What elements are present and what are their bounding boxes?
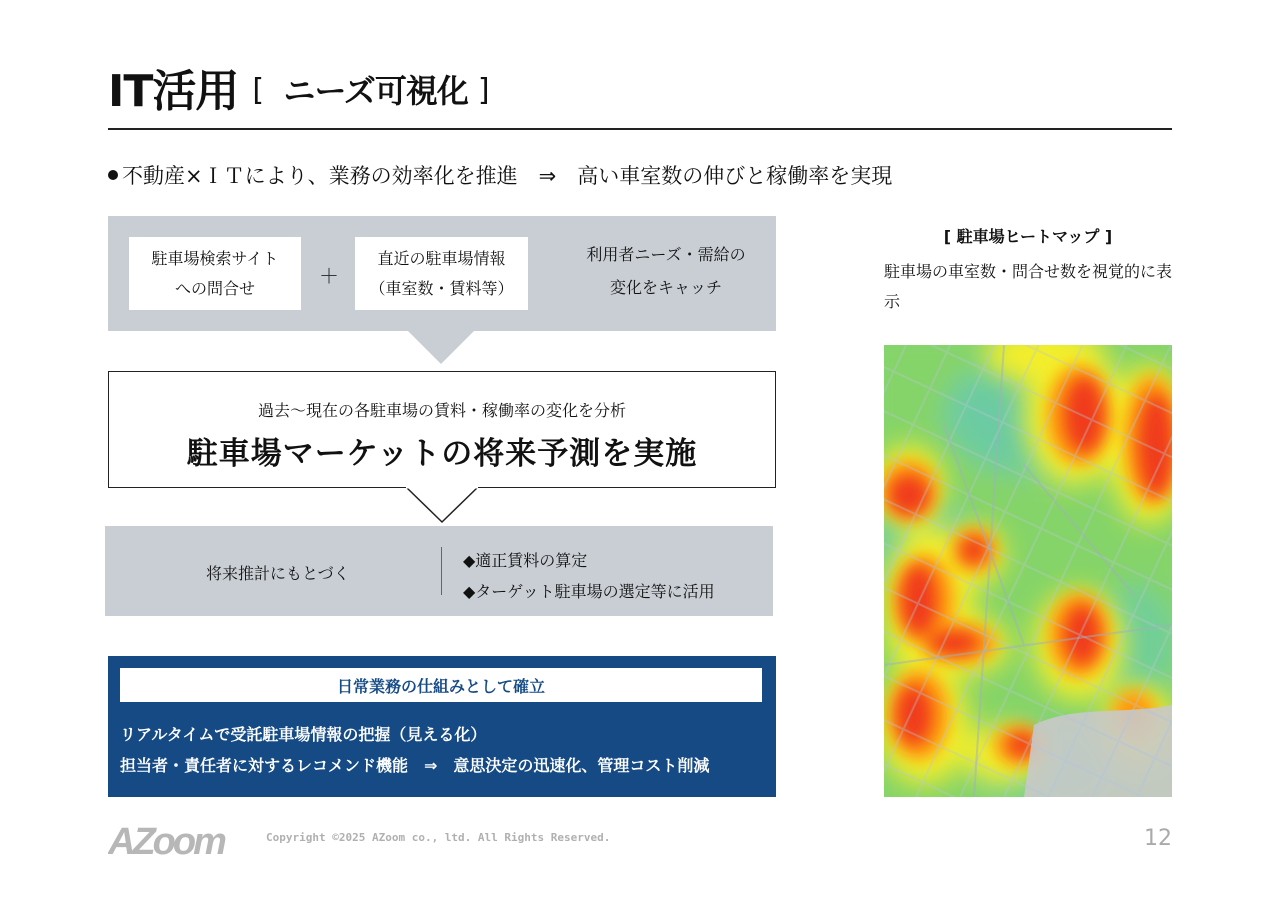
- flow-arrow-2: [406, 486, 478, 524]
- analysis-subtext: 過去～現在の各駐車場の賃料・稼働率の変化を分析: [257, 401, 626, 420]
- page-title: [108, 55, 489, 119]
- input-box-parking-info: [355, 237, 528, 310]
- input-box-2-line1: 直近の駐車場情報: [377, 248, 506, 268]
- logo-text: AZoom: [108, 821, 224, 862]
- needs-note-line1: 利用者ニーズ・需給の: [586, 245, 746, 264]
- bracket-open: [: [252, 73, 264, 108]
- needs-note-line2: 変化をキャッチ: [609, 278, 722, 297]
- bracket-close: ]: [477, 73, 489, 108]
- established-line-1: リアルタイムで受託駐車場情報の把握（見える化）: [120, 725, 487, 744]
- bullet-dot-icon: [108, 170, 118, 180]
- title-sub: ニーズ可視化: [283, 72, 468, 110]
- established-label: 日常業務の仕組みとして確立: [120, 668, 762, 702]
- summary-text: 不動産×ＩＴにより、業務の効率化を推進 ⇒ 高い車室数の伸びと稼働率を実現: [122, 164, 893, 188]
- needs-note: [560, 238, 772, 304]
- analysis-headline: 駐車場マーケットの将来予測を実施: [186, 436, 698, 472]
- established-line-2: 担当者・責任者に対するレコメンド機能 ⇒ 意思決定の迅速化、管理コスト削減: [120, 756, 710, 775]
- usage-items: [463, 545, 715, 607]
- analysis-box: [108, 371, 776, 488]
- heatmap-description: 駐車場の車室数・問合せ数を視覚的に表示: [884, 262, 1173, 311]
- usage-left-text: 将来推計にもとづく: [206, 564, 350, 583]
- summary-line: [108, 160, 892, 190]
- plus-sign: ＋: [319, 264, 339, 288]
- input-box-2-line2: （車室数・賃料等）: [369, 278, 514, 298]
- input-box-1-line1: 駐車場検索サイト: [151, 248, 279, 268]
- input-box-1-line2: への問合せ: [174, 278, 255, 298]
- copyright-text: Copyright ©2025 AZoom co., ltd. All Rights Reserved.: [266, 831, 611, 844]
- usage-item: ◆ターゲット駐車場の選定等に活用: [463, 582, 715, 601]
- azoom-logo: [108, 820, 246, 866]
- usage-separator: [441, 547, 442, 595]
- parking-heatmap-image: [884, 345, 1172, 797]
- usage-item: ◆適正賃料の算定: [463, 551, 588, 570]
- flow-arrow-1: [407, 330, 475, 364]
- heatmap-title: [ 駐車場ヒートマップ ]: [943, 227, 1113, 246]
- title-divider: [108, 128, 1172, 130]
- title-main: IT活用: [108, 66, 239, 117]
- page-number: 12: [1144, 826, 1172, 851]
- input-box-search-inquiries: [129, 237, 301, 310]
